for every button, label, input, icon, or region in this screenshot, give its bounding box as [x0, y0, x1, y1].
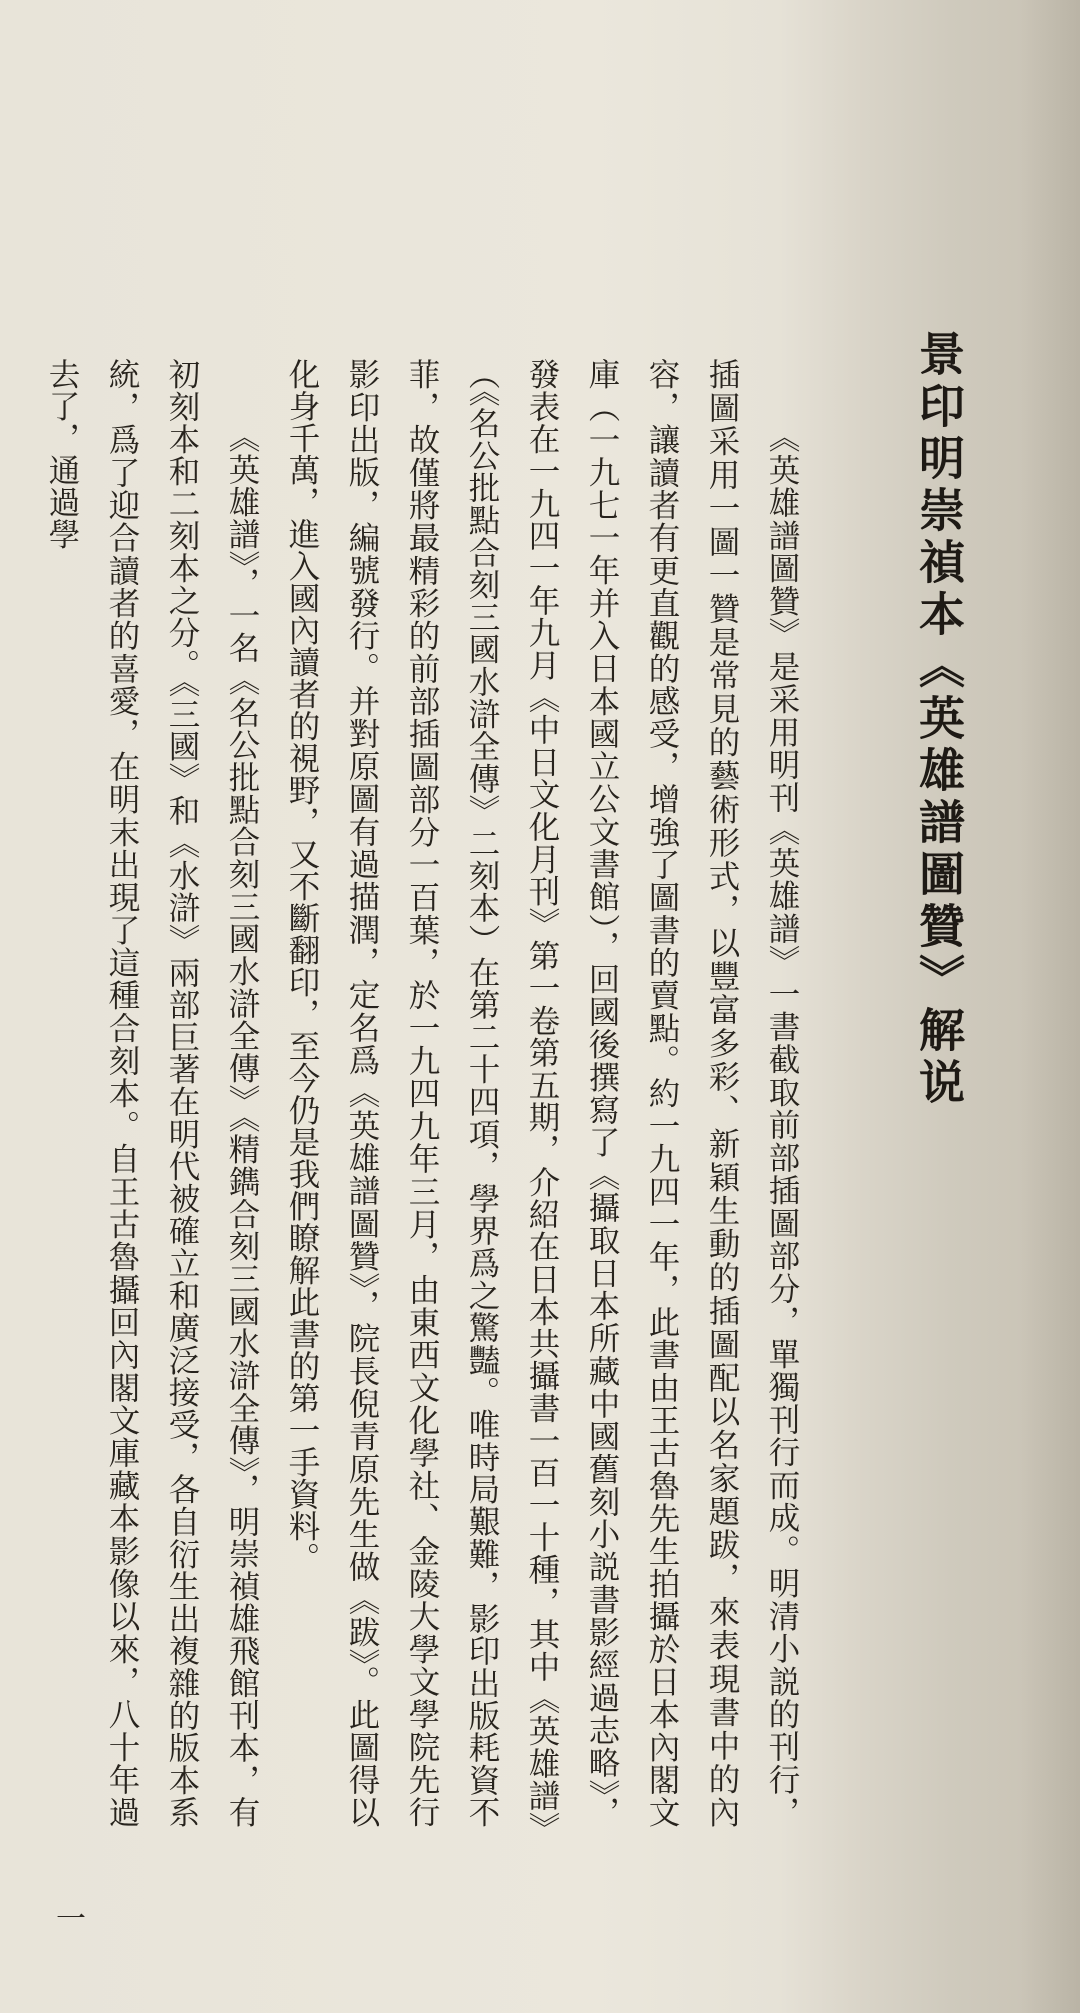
- page-number: 一: [56, 1902, 86, 1937]
- paragraph-2: 《英雄譜》，一名《名公批點合刻三國水滸全傳》《精鐫合刻三國水滸全傳》，明崇禎雄飛館刊本，有初刻本和二刻本之分。《三國》和《水滸》兩部巨著在明代被確立和廣泛接受，各自衍生出複雜的版本系統，爲了迎合讀者的喜愛，在明末出現了這種合刻本。自王古魯攝回內閣文庫藏本影像以來，八十年過去了，通過學: [44, 358, 260, 1828]
- paragraph-1: 《英雄譜圖贊》是采用明刊《英雄譜》一書截取前部插圖部分，單獨刊行而成。明清小説的刊行，插圖采用一圖一贊是常見的藝術形式，以豐富多彩、新穎生動的插圖配以名家題跋，來表現書中的內容，讓讀者有更直觀的感受，增強了圖書的賣點。約一九四一年，此書由王古魯先生拍攝於日本內閣文庫（一九七一年并入日本國立公文書館），回國後撰寫了《攝取日本所藏中國舊刻小説書影經過志略》，發表在一九四一年九月《中日文化月刊》第一卷第五期，介紹在日本共攝書一百一十種，其中《英雄譜》（《名公批點合刻三國水滸全傳》二刻本）在第二十四項，學界爲之驚豔。唯時局艱難，影印出版耗資不菲，故僅將最精彩的前部插圖部分一百葉，於一九四九年三月，由東西文化學社、金陵大學文學院先行影印出版，編號發行。并對原圖有過描潤，定名爲《英雄譜圖贊》，院長倪青原先生做《跋》。此圖得以化身千萬，進入國內讀者的視野，又不斷翻印，至今仍是我們瞭解此書的第一手資料。: [284, 358, 800, 1828]
- page-title: 景印明崇禎本《英雄譜圖贊》解说: [912, 330, 966, 1110]
- page-gutter-shadow: [1020, 0, 1080, 2013]
- body-text: [32, 358, 812, 1828]
